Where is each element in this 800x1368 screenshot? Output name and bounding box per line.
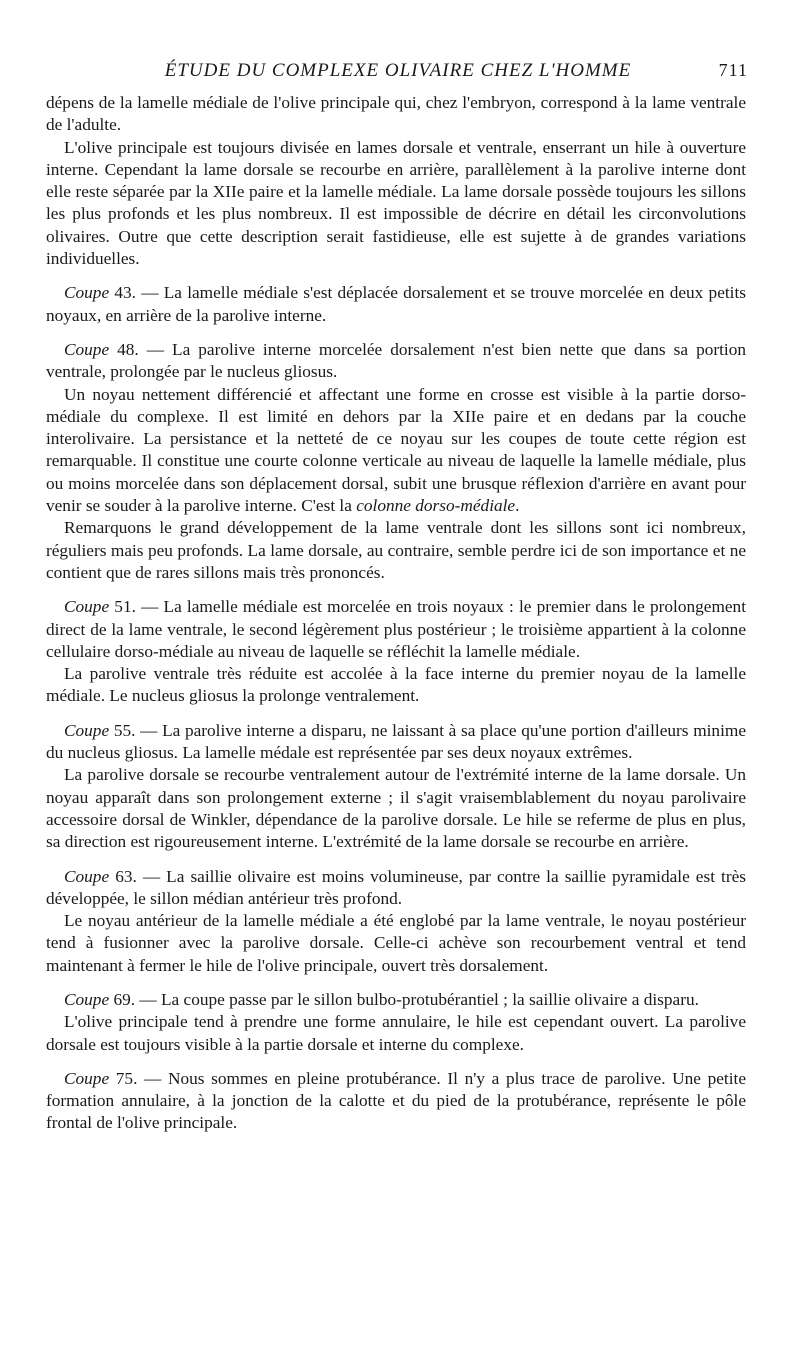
- paragraph: [46, 384, 746, 518]
- paragraph: [46, 92, 746, 137]
- coupe-paragraph: [46, 989, 746, 1011]
- paragraph-text: 55. — La parolive interne a disparu, ne laissant à sa place qu'une portion d'ailleurs minime du nucleus gliosus. La lamelle médale est représentée par ses deux noyaux extrêmes.: [46, 720, 746, 763]
- coupe-label: Coupe: [64, 1068, 110, 1088]
- page-number: 711: [718, 60, 748, 80]
- paragraph: [46, 517, 746, 584]
- paragraph-text: Le noyau antérieur de la lamelle médiale a été englobé par la lame ventrale, le noyau postérieur tend à fusionner avec la parolive dorsale. Celle-ci achève son recourbement ventral et tend maintenant à fermer le hile de l'olive principale, ouvert très dorsalement.: [46, 911, 746, 975]
- text-body: [46, 92, 746, 1135]
- paragraph: [46, 663, 746, 708]
- coupe-label: Coupe: [64, 866, 110, 886]
- paragraph: [46, 764, 746, 853]
- coupe-label: Coupe: [64, 989, 110, 1009]
- paragraph-text: 75. — Nous sommes en pleine protubérance. Il n'y a plus trace de parolive. Une petite formation annulaire, à la jonction de la calotte et du pied de la protubérance, représente le pôle frontal de l'olive principale.: [46, 1068, 746, 1133]
- paragraph-text: La parolive dorsale se recourbe ventralement autour de l'extrémité interne de la lame dorsale. Un noyau apparaît dans son prolongement externe ; il s'agit vraisemblablement du noyau parolivaire accessoire dorsal de Winkler, dépendance de la parolive dorsale. Le hile se referme de plus en plus, sa direction est rigoureusement interne. L'extrémité de la lame dorsale se recourbe en arrière.: [46, 765, 746, 852]
- coupe-label: Coupe: [64, 283, 110, 303]
- paragraph-text: 48. — La parolive interne morcelée dorsalement n'est bien nette que dans sa portion ventrale, prolongée par le nucleus gliosus.: [46, 339, 746, 382]
- paragraph-text: dépens de la lamelle médiale de l'olive principale qui, chez l'embryon, correspond à la lame ventrale de l'adulte.: [46, 93, 746, 135]
- coupe-paragraph: [46, 1068, 746, 1135]
- paragraph: [46, 1011, 746, 1056]
- paragraph-text: Remarquons le grand développement de la lame ventrale dont les sillons sont ici nombreux, réguliers mais peu profonds. La lame dorsale, au contraire, semble perdre ici de son importance et ne contient que de rares sillons mais très prononcés.: [46, 518, 746, 582]
- coupe-paragraph: [46, 866, 746, 911]
- paragraph-text: 43. — La lamelle médiale s'est déplacée dorsalement et se trouve morcelée en deux petits noyaux, en arrière de la parolive interne.: [46, 283, 747, 325]
- paragraph-text: 69. — La coupe passe par le sillon bulbo-protubérantiel ; la saillie olivaire a disparu.: [113, 989, 699, 1009]
- paragraph-text: 51. — La lamelle médiale est morcelée en trois noyaux : le premier dans le prolongement direct de la lame ventrale, le second légèrement plus postérieur ; le troisième appartient à la colonne cellulaire dorso-médiale au niveau de laquelle se réfléchit la lamelle médiale.: [46, 597, 746, 661]
- paragraph-text-end: .: [515, 496, 520, 516]
- coupe-paragraph: [46, 720, 746, 765]
- coupe-label: Coupe: [64, 339, 110, 359]
- paragraph: [46, 910, 746, 977]
- coupe-paragraph: [46, 339, 746, 384]
- coupe-paragraph: [46, 282, 746, 327]
- paragraph-text: Un noyau nettement différencié et affectant une forme en crosse est visible à la partie dorso-médiale du complexe. Il est limité en dehors par la XIIe paire et en dedans par la couche interolivaire. La persistance et la netteté de ce noyau sur les coupes de toute cette région est remarquable. Il constitue une courte colonne verticale au niveau de laquelle la lamelle médiale, plus ou moins morcelée dans son déplacement dorsal, subit une brusque réflexion d'arrière en avant pour venir se souder à la parolive interne. C'est la: [46, 384, 746, 516]
- paragraph-text: L'olive principale est toujours divisée en lames dorsale et ventrale, enserrant un hile à ouverture interne. Cependant la lame dorsale se recourbe en arrière, parallèlement à la parolive interne dont elle reste séparée par la XIIe paire et la lamelle médiale. La lame dorsale possède toujours les sillons les plus profonds et les plus nombreux. Il est impossible de décrire en détail les circonvolutions olivaires. Outre que cette description serait fastidieuse, elle est sujette à de grandes variations individuelles.: [46, 137, 746, 269]
- coupe-paragraph: [46, 596, 746, 663]
- running-title: ÉTUDE DU COMPLEXE OLIVAIRE CHEZ L'HOMME: [164, 60, 632, 81]
- coupe-label: Coupe: [64, 597, 110, 617]
- emphasis-term: colonne dorso-médiale: [356, 496, 516, 516]
- paragraph-text: L'olive principale tend à prendre une forme annulaire, le hile est cependant ouvert. La parolive dorsale est toujours visible à la partie dorsale et interne du complexe.: [46, 1012, 746, 1054]
- paragraph-text: La parolive ventrale très réduite est accolée à la face interne du premier noyau de la lamelle médiale. Le nucleus gliosus la prolonge ventralement.: [46, 664, 746, 706]
- page-header: [48, 60, 748, 88]
- coupe-label: Coupe: [64, 720, 110, 740]
- paragraph: [46, 137, 746, 271]
- paragraph-text: 63. — La saillie olivaire est moins volumineuse, par contre la saillie pyramidale est très développée, le sillon médian antérieur très profond.: [46, 866, 747, 908]
